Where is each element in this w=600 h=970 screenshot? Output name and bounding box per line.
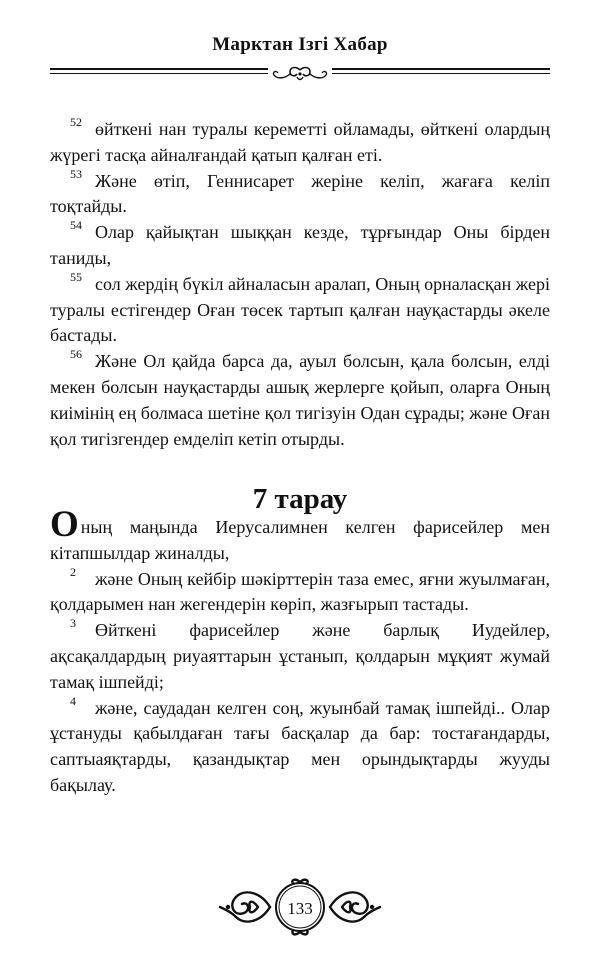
verse-55: 55 сол жердің бүкіл айналасын аралап, Оның орналасқан жері туралы естігендер Оған төсек тартып қалған науқастарды әкеле бастады. [50, 269, 550, 346]
verse-text: олардың жүрегі тасқа айналғандай қатып қалған еті. [50, 119, 551, 165]
verse-text: тоқтайды. [50, 196, 127, 217]
verse-text-line1: және, саудадан келген соң, жуынбай тамақ [95, 697, 430, 718]
chapter-title: 7 тарау [252, 483, 348, 515]
verse-text-line1: Олар қайықтан шыққан кезде, тұрғындар Оны [95, 222, 489, 243]
verses-block-chapter [50, 504, 551, 799]
verse-4: 4 және, саудадан келген соң, жуынбай тамақ ішпейді.. Олар ұстануды қабылдаған тағы басқалар да бар: тостағандарды, саптыаяқтарды, қазандықтар мен орындықтарды жууды бақылау. [50, 693, 551, 795]
page-number: 133 [287, 899, 313, 918]
verse-3: 3 Өйткені фарисейлер және барлық Иудейлер, ақсақалдардың риуаяттарын ұстанып, қолдарын мұқият жумай тамақ ішпейді; [50, 616, 550, 692]
verse-2: 2 және Оның кейбір шәкірттерін таза емес, яғни жуылмаған, қолдарымен нан жегендерін көріп, жазғырып тастады. [50, 564, 551, 615]
verse-text: жуылмаған, қолдарымен нан жегендерін көріп, жазғырып тастады. [50, 568, 551, 615]
verse-text: кітапшылдар жиналды, [50, 542, 230, 563]
verse-text-line1: Және Ол қайда барса да, ауыл болсын, қала болсын, [95, 351, 513, 372]
verse-text: ақсақалдардың риуаяттарын ұстанып, қолдарын мұқият жумай тамақ ішпейді; [50, 645, 550, 692]
verses-block-top [50, 117, 550, 452]
verse-text-line1: өйткені нан туралы кереметті ойламады, өйткені [95, 119, 479, 139]
verse-53: 53 Және өтіп, Геннисарет жеріне келіп, жағаға келіп тоқтайды. [50, 166, 550, 217]
verse-text: елді мекен болсын науқастарды ашық жерлерге қойып, оларға Оның киімінің ең болмаса шетіне қол тигізуін Одан сұрады; және Оған қол тигізгендер емделіп кетіп отырды. [50, 351, 551, 449]
verse-text-line1: ның маңында Иерусалимнен келген фарисейлер мен [80, 517, 550, 537]
verse-text-line1: Өйткені фарисейлер және барлық Иудейлер, [95, 620, 550, 641]
header-flourish-icon [268, 65, 332, 85]
verse-text: орналасқан жері туралы естігендер Оған төсек тартып қалған науқастарды әкеле бастады. [50, 273, 550, 346]
verse-text-line1: және Оның кейбір шәкірттерін таза емес, яғни [95, 568, 454, 589]
drop-cap: О [50, 504, 79, 545]
verse-text: ішпейді.. Олар ұстануды қабылдаған тағы басқалар да бар: тостағандарды, саптыаяқтарды, қазандықтар мен орындықтарды жууды бақылау. [50, 697, 551, 795]
running-head-title: Марктан Ізгі Хабар [212, 34, 388, 55]
verse-52: 52 өйткені нан туралы кереметті ойламады, өйткені олардың жүрегі тасқа айналғандай қатып қалған еті. [50, 115, 551, 165]
verse-text-line1: сол жердің бүкіл айналасын аралап, Оның [95, 273, 420, 294]
verse-text: бірден таниды, [50, 222, 551, 268]
verse-54: 54 Олар қайықтан шыққан кезде, тұрғындар Оны бірден таниды, [50, 218, 551, 268]
verse-56: 56 Және Ол қайда барса да, ауыл болсын, қала болсын, елді мекен болсын науқастарды ашық жерлерге қойып, оларға Оның киімінің ең болмаса шетіне қол тигізуін Одан сұрады; және Оған қол тигізгендер емделіп кетіп отырды. [50, 347, 551, 449]
verse-text-line1: Және өтіп, Геннисарет жеріне келіп, жағаға келіп [95, 170, 550, 191]
verse-1 [50, 504, 550, 567]
